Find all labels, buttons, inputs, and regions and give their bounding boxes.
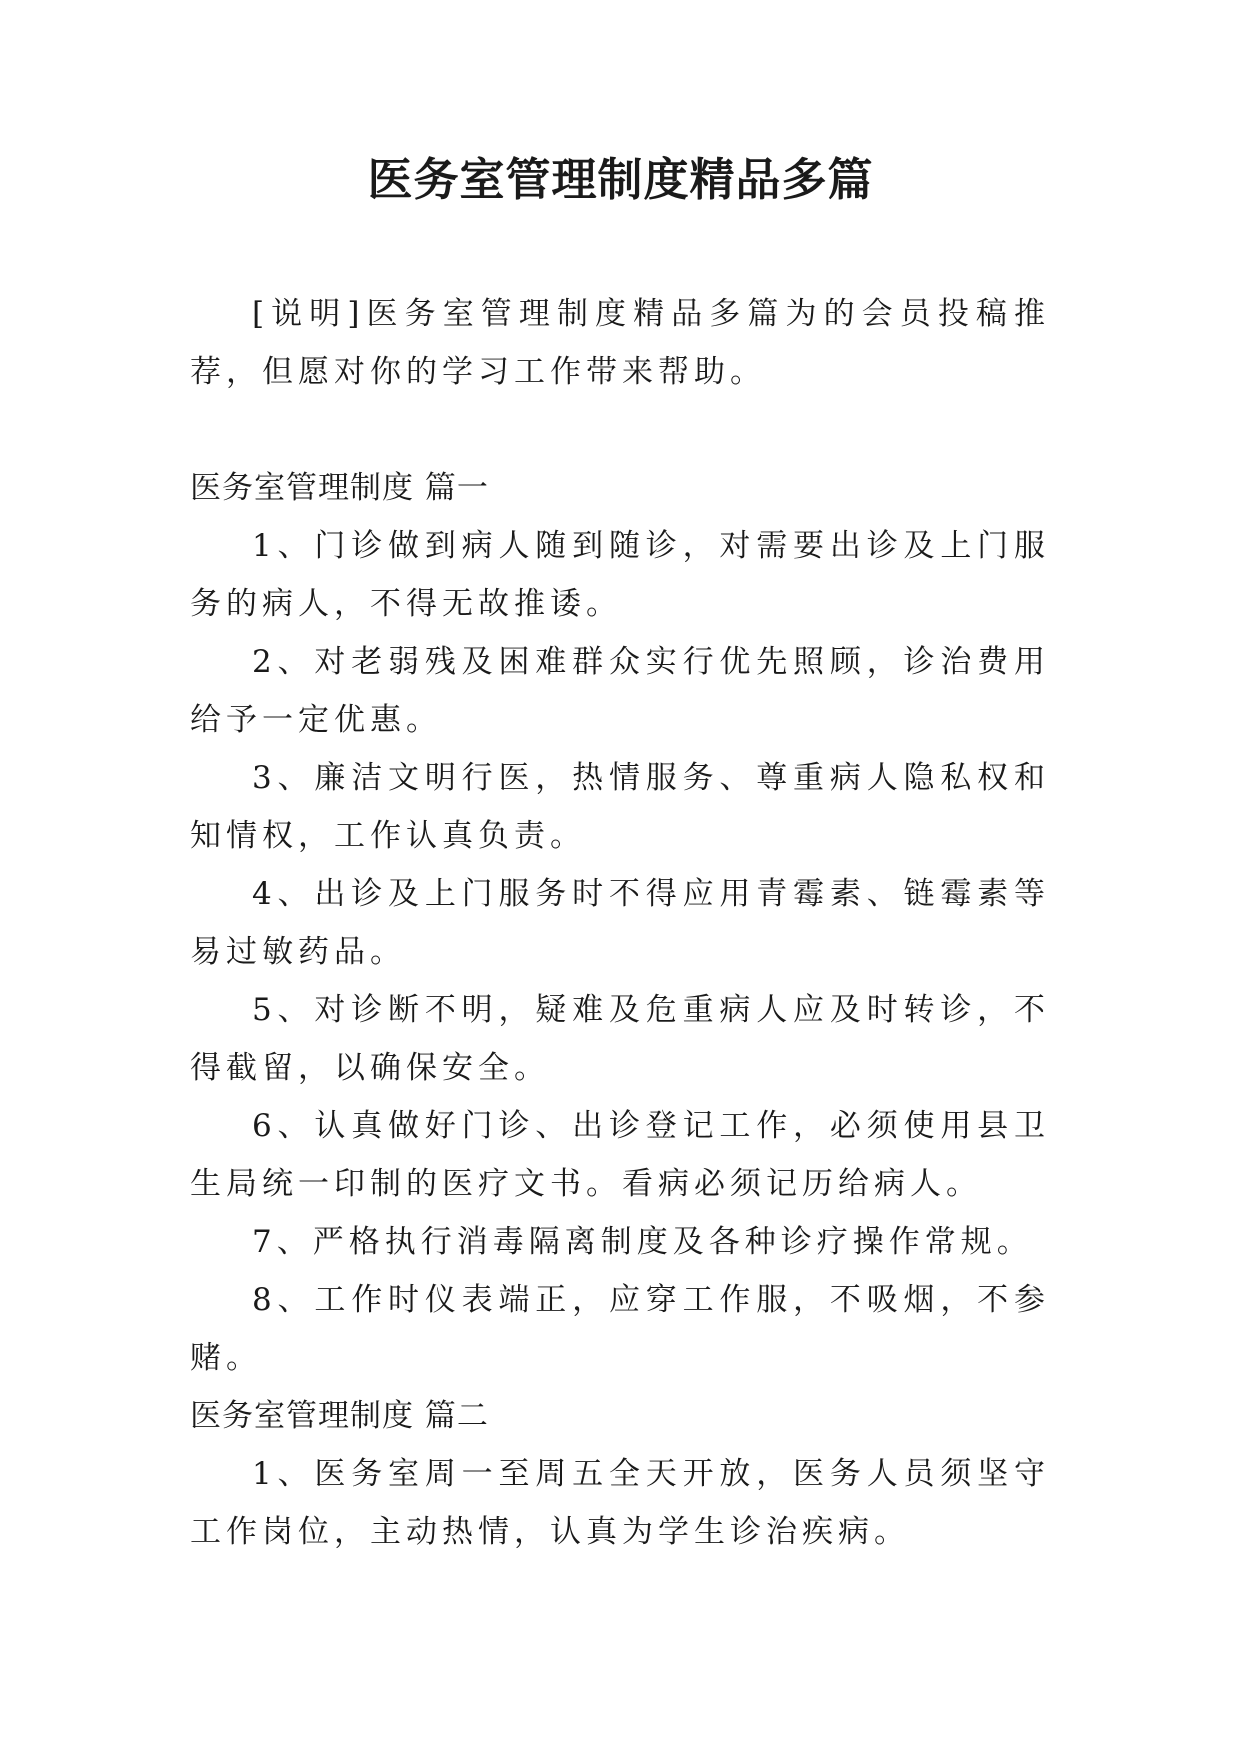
list-item: 2、对老弱残及困难群众实行优先照顾，诊治费用给予一定优惠。 bbox=[190, 644, 1050, 738]
document-body bbox=[190, 285, 1050, 1561]
section-1 bbox=[190, 459, 1050, 1387]
section-heading: 医务室管理制度 篇一 bbox=[190, 470, 489, 506]
list-item: 1、医务室周一至周五全天开放，医务人员须坚守工作岗位，主动热情，认真为学生诊治疾病。 bbox=[190, 1456, 1050, 1550]
list-item: 7、严格执行消毒隔离制度及各种诊疗操作常规。 bbox=[252, 1224, 1033, 1260]
list-item: 4、出诊及上门服务时不得应用青霉素、链霉素等易过敏药品。 bbox=[190, 876, 1050, 970]
list-item: 1、门诊做到病人随到随诊，对需要出诊及上门服务的病人，不得无故推诿。 bbox=[190, 528, 1050, 622]
list-item: 6、认真做好门诊、出诊登记工作，必须使用县卫生局统一印制的医疗文书。看病必须记历给病人。 bbox=[190, 1108, 1050, 1202]
section-2 bbox=[190, 1387, 1050, 1561]
list-item: 5、对诊断不明，疑难及危重病人应及时转诊，不得截留，以确保安全。 bbox=[190, 992, 1050, 1086]
list-item: 8、工作时仪表端正，应穿工作服，不吸烟，不参赌。 bbox=[190, 1282, 1050, 1376]
document-title: 医务室管理制度精品多篇 bbox=[367, 153, 874, 206]
intro-paragraph: [说明]医务室管理制度精品多篇为的会员投稿推荐，但愿对你的学习工作带来帮助。 bbox=[190, 296, 1050, 390]
list-item: 3、廉洁文明行医，热情服务、尊重病人隐私权和知情权，工作认真负责。 bbox=[190, 760, 1050, 854]
section-heading: 医务室管理制度 篇二 bbox=[190, 1398, 489, 1434]
